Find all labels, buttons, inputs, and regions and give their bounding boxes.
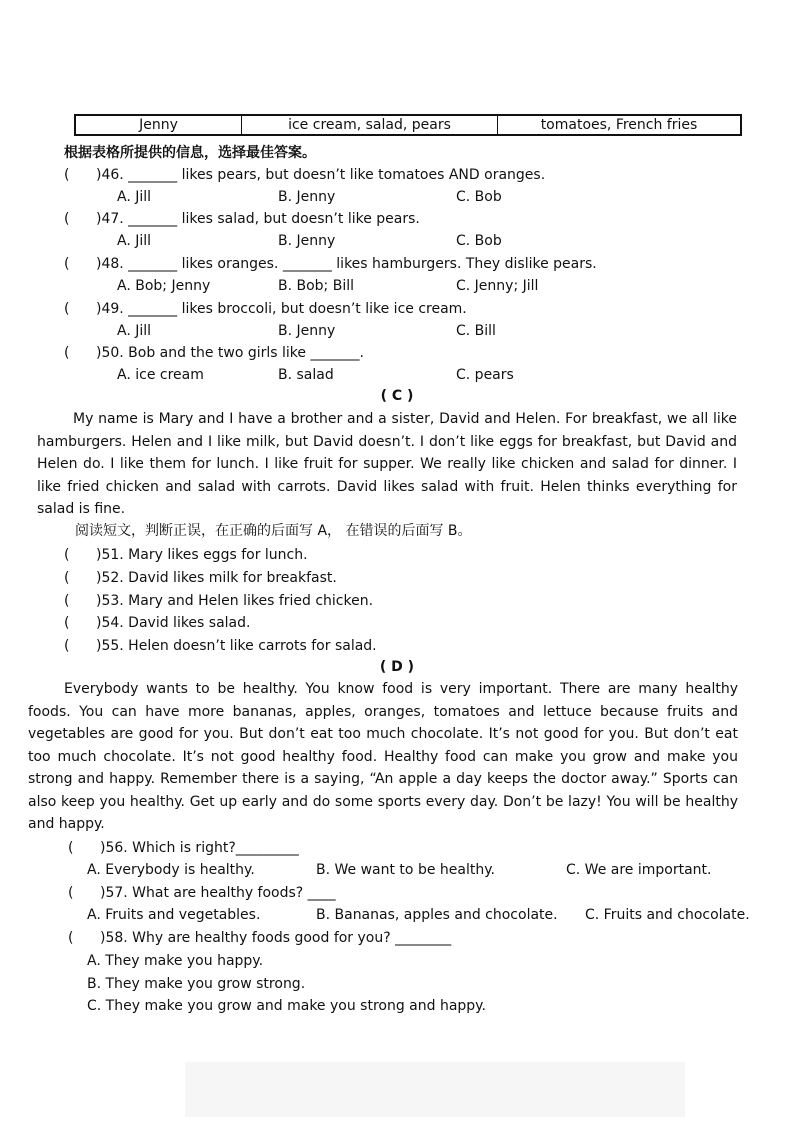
food-table-row: [74, 114, 742, 136]
question-47: )47. _______ likes salad, but doesn’t like pears.: [96, 211, 420, 227]
q47-option-c: C. Bob: [456, 233, 502, 249]
q46-option-a: A. Jill: [117, 189, 152, 205]
question-57: )57. What are healthy foods? ____: [100, 885, 336, 901]
answer-paren: (: [64, 638, 70, 654]
q58-option-a: A. They make you happy.: [87, 953, 264, 969]
question-49: )49. _______ likes broccoli, but doesn’t like ice cream.: [96, 301, 467, 317]
answer-paren: (: [64, 615, 70, 631]
q49-option-b: B. Jenny: [278, 323, 336, 339]
q46-option-c: C. Bob: [456, 189, 502, 205]
q50-option-c: C. pears: [456, 367, 514, 383]
q56-option-b: B. We want to be healthy.: [316, 862, 495, 878]
section-d-passage: Everybody wants to be healthy. You know food is very important. There are many healthy foods. You can have more bananas, apples, oranges, tomatoes and lettuce because fruits and vegetables are good for you. But don’t eat too much chocolate. It’s not good for you. But don’t eat too much chocolate. It’s not good healthy food. Healthy food can make you grow and make you strong and happy. Remember there is a saying, “An apple a day keeps the doctor away.” Sports can also keep you healthy. Get up early and do some sports every day. Don’t be lazy! You will be healthy and happy.: [28, 681, 738, 832]
statement-54: )54. David likes salad.: [96, 615, 251, 631]
answer-paren: (: [64, 211, 70, 227]
q57-option-b: B. Bananas, apples and chocolate.: [316, 907, 558, 923]
q50-option-b: B. salad: [278, 367, 334, 383]
answer-paren: (: [68, 930, 74, 946]
table-cell-name: Jenny: [76, 116, 242, 134]
answer-paren: (: [64, 570, 70, 586]
question-50: )50. Bob and the two girls like _______.: [96, 345, 364, 361]
q47-option-b: B. Jenny: [278, 233, 336, 249]
answer-paren: (: [64, 301, 70, 317]
q56-option-c: C. We are important.: [566, 862, 712, 878]
section-c-instruction: 阅读短文，判断正误，在正确的后面写 A， 在错误的后面写 B。: [75, 523, 472, 539]
statement-55: )55. Helen doesn’t like carrots for salad.: [96, 638, 377, 654]
q49-option-a: A. Jill: [117, 323, 152, 339]
q48-option-b: B. Bob; Bill: [278, 278, 355, 294]
answer-paren: (: [64, 256, 70, 272]
section-c-passage: My name is Mary and I have a brother and a sister, David and Helen. For breakfast, we all like hamburgers. Helen and I like milk, but David doesn’t. I don’t like eggs for breakfast, but David and Helen do. I like them for lunch. I like fruit for supper. We really like chicken and salad for dinner. I like fried chicken and salad with carrots. David likes salad with fruit. Helen thinks everything for salad is fine.: [37, 411, 737, 517]
answer-paren: (: [64, 593, 70, 609]
q46-option-b: B. Jenny: [278, 189, 336, 205]
answer-paren: (: [64, 345, 70, 361]
section-b-instruction: 根据表格所提供的信息，选择最佳答案。: [64, 145, 316, 161]
q57-option-c: C. Fruits and chocolate.: [585, 907, 750, 923]
q57-option-a: A. Fruits and vegetables.: [87, 907, 261, 923]
table-cell-likes: ice cream, salad, pears: [242, 116, 498, 134]
answer-paren: (: [64, 167, 70, 183]
question-48: )48. _______ likes oranges. _______ likes hamburgers. They dislike pears.: [96, 256, 597, 272]
question-56: )56. Which is right?_________: [100, 840, 299, 856]
q56-option-a: A. Everybody is healthy.: [87, 862, 255, 878]
q48-option-c: C. Jenny; Jill: [456, 278, 539, 294]
statement-53: )53. Mary and Helen likes fried chicken.: [96, 593, 374, 609]
statement-52: )52. David likes milk for breakfast.: [96, 570, 337, 586]
answer-paren: (: [68, 885, 74, 901]
q50-option-a: A. ice cream: [117, 367, 204, 383]
q48-option-a: A. Bob; Jenny: [117, 278, 211, 294]
q58-option-c: C. They make you grow and make you strong and happy.: [87, 998, 486, 1014]
section-c-heading: ( C ): [380, 388, 414, 404]
statement-51: )51. Mary likes eggs for lunch.: [96, 547, 308, 563]
section-d-heading: ( D ): [379, 659, 415, 675]
table-cell-dislikes: tomatoes, French fries: [540, 117, 698, 133]
answer-paren: (: [68, 840, 74, 856]
question-58: )58. Why are healthy foods good for you? ________: [100, 930, 452, 946]
scan-artifact: [185, 1062, 685, 1117]
answer-paren: (: [64, 547, 70, 563]
question-46: )46. _______ likes pears, but doesn’t like tomatoes AND oranges.: [96, 167, 546, 183]
q49-option-c: C. Bill: [456, 323, 496, 339]
q58-option-b: B. They make you grow strong.: [87, 976, 306, 992]
q47-option-a: A. Jill: [117, 233, 152, 249]
